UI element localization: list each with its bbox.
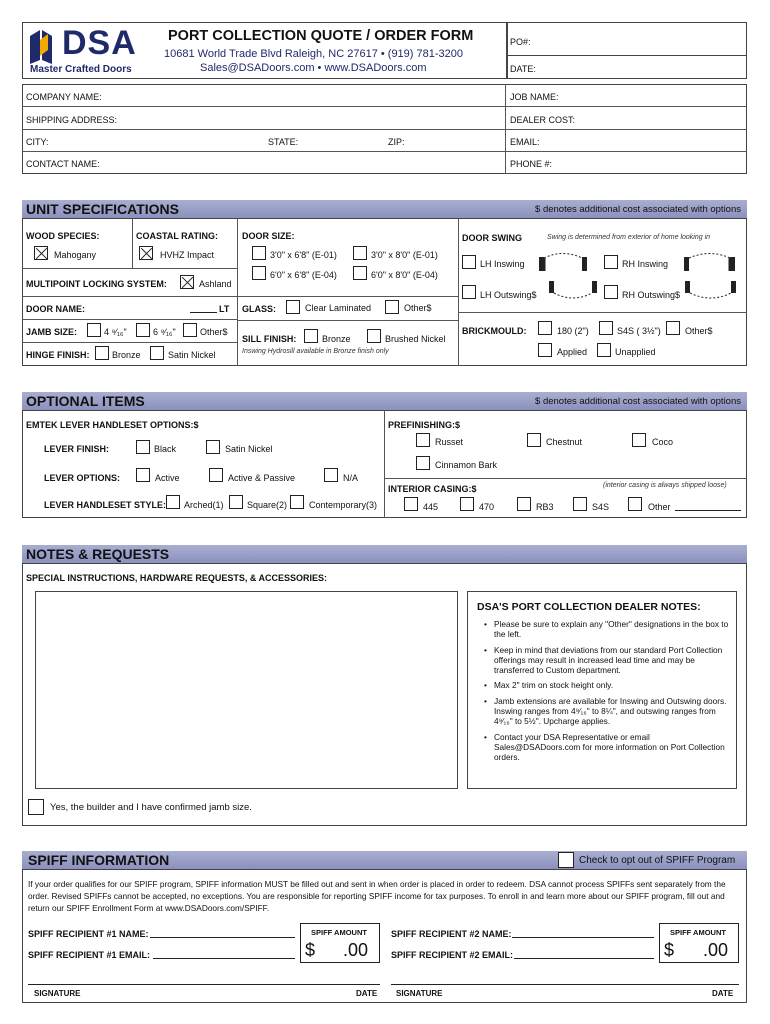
active-label: Active (155, 473, 180, 483)
state-field[interactable]: STATE: (268, 137, 299, 147)
spiff-amount-2-label: SPIFF AMOUNT (670, 928, 726, 937)
section-title: OPTIONAL ITEMS (26, 393, 145, 409)
jamb-6-checkbox[interactable] (136, 323, 150, 337)
r2-email-input[interactable] (514, 949, 654, 959)
special-instructions-textarea[interactable] (35, 591, 458, 789)
dealer-notes-list (484, 619, 729, 768)
casing-rb3-checkbox[interactable] (517, 497, 531, 511)
casing-445-label: 445 (423, 502, 439, 512)
sill-nickel-label: Brushed Nickel (385, 334, 446, 344)
hinge-finish-label: HINGE FINISH: (26, 350, 90, 360)
glass-other-label: Other$ (404, 303, 432, 313)
divider (458, 218, 459, 366)
bm-other-checkbox[interactable] (666, 321, 680, 335)
spiff-amount-1-dollar: $ (305, 940, 316, 960)
date-1-label: DATE (356, 989, 378, 998)
hvhz-checkbox[interactable] (139, 246, 153, 260)
lh-inswing-diagram-icon (537, 251, 589, 271)
zip-field[interactable]: ZIP: (388, 137, 405, 147)
signature-2-line[interactable] (391, 984, 739, 985)
russet-label: Russet (435, 437, 464, 447)
lh-outswing-checkbox[interactable] (462, 285, 476, 299)
rh-outswing-label: RH Outswing$ (622, 290, 681, 300)
door-swing-label: DOOR SWING (462, 233, 522, 243)
lt-label: LT (219, 304, 230, 314)
section-title: SPIFF INFORMATION (28, 852, 170, 868)
company-name-field[interactable]: COMPANY NAME: (26, 92, 102, 102)
dealer-notes-title: DSA'S PORT COLLECTION DEALER NOTES: (477, 601, 701, 613)
section-title: NOTES & REQUESTS (26, 546, 170, 562)
unapplied-label: Unapplied (615, 347, 656, 357)
special-instructions-label: SPECIAL INSTRUCTIONS, HARDWARE REQUESTS, & ACCESSORIES: (26, 573, 328, 583)
divider (132, 218, 133, 268)
door-name-input[interactable] (190, 303, 217, 313)
spiff-optout-label: Check to opt out of SPIFF Program (579, 855, 736, 866)
prefinishing-label: PREFINISHING:$ (388, 420, 461, 430)
unit-specs-bar (22, 200, 747, 218)
multipoint-label: MULTIPOINT LOCKING SYSTEM: (26, 279, 167, 289)
divider (237, 320, 458, 321)
sill-bronze-label: Bronze (322, 334, 351, 344)
divider (22, 106, 747, 107)
lever-satin-label: Satin Nickel (225, 444, 273, 454)
wood-species-label: WOOD SPECIES: (26, 231, 100, 241)
section-title: UNIT SPECIFICATIONS (26, 201, 179, 217)
dealer-note-item: • Keep in mind that deviations from our standard Port Collection offerings may result in increased lead time and may be transferred to Custom department. (484, 645, 729, 676)
handleset-style-label: LEVER HANDLESET STYLE: (44, 500, 167, 510)
coastal-rating-label: COASTAL RATING: (136, 231, 218, 241)
lever-satin-checkbox[interactable] (206, 440, 220, 454)
dealer-note-item: • Contact your DSA Representative or email Sales@DSADoors.com for more information on Port Collection orders. (484, 732, 729, 763)
glass-other-checkbox[interactable] (385, 300, 399, 314)
ashland-checkbox[interactable] (180, 275, 194, 289)
dealer-cost-field[interactable]: DEALER COST: (510, 115, 576, 125)
divider (22, 129, 747, 130)
brand-name: DSA (62, 24, 137, 62)
swing-note: Swing is determined from exterior of home looking in (547, 234, 711, 241)
coco-checkbox[interactable] (632, 433, 646, 447)
jamb-confirm-label: Yes, the builder and I have confirmed jamb size. (50, 802, 252, 813)
spiff-amount-2-cents: .00 (703, 940, 729, 960)
contact-name-field[interactable]: CONTACT NAME: (26, 159, 100, 169)
jamb-other-checkbox[interactable] (183, 323, 197, 337)
chestnut-checkbox[interactable] (527, 433, 541, 447)
date-label: DATE: (510, 64, 536, 74)
glass-clear-label: Clear Laminated (305, 303, 372, 313)
coco-label: Coco (652, 437, 674, 447)
signature-1-line[interactable] (28, 984, 380, 985)
hvhz-label: HVHZ Impact (160, 250, 215, 260)
r2-name-label: SPIFF RECIPIENT #2 NAME: (391, 929, 512, 939)
casing-s4s-checkbox[interactable] (573, 497, 587, 511)
size-2-checkbox[interactable] (353, 246, 367, 260)
divider (384, 410, 385, 518)
rh-inswing-diagram-icon (682, 251, 737, 271)
jamb-size-label: JAMB SIZE: (26, 327, 78, 337)
ashland-label: Ashland (199, 279, 232, 289)
divider (22, 268, 238, 269)
date-field[interactable] (506, 55, 747, 79)
applied-checkbox[interactable] (538, 343, 552, 357)
lh-outswing-diagram-icon (547, 281, 599, 301)
casing-s4s-label: S4S (592, 502, 610, 512)
glass-clear-checkbox[interactable] (286, 300, 300, 314)
bm-other-label: Other$ (685, 326, 713, 336)
spiff-amount-2-dollar: $ (664, 940, 675, 960)
emtek-label: EMTEK LEVER HANDLESET OPTIONS:$ (26, 420, 199, 430)
size-4-label: 6'0" x 8'0" (E-04) (371, 270, 438, 280)
hinge-satin-checkbox[interactable] (150, 346, 164, 360)
cinnamon-checkbox[interactable] (416, 456, 430, 470)
lever-options-label: LEVER OPTIONS: (44, 473, 121, 483)
size-1-label: 3'0" x 6'8" (E-01) (270, 250, 337, 260)
door-size-label: DOOR SIZE: (242, 231, 295, 241)
square-label: Square(2) (247, 500, 288, 510)
dealer-note-item: • Jamb extensions are available for Inswing and Outswing doors. Inswing ranges from 4⁹⁄₁₆" to 8¼", and outswing ranges from 4⁹⁄₁₆" to 5½". Upcharge applies. (484, 696, 729, 727)
size-3-checkbox[interactable] (252, 266, 266, 280)
na-checkbox[interactable] (324, 468, 338, 482)
hinge-satin-label: Satin Nickel (168, 350, 216, 360)
casing-rb3-label: RB3 (536, 502, 554, 512)
sill-nickel-checkbox[interactable] (367, 329, 381, 343)
lh-inswing-label: LH Inswing (480, 259, 525, 269)
contemporary-checkbox[interactable] (290, 495, 304, 509)
divider (237, 218, 238, 366)
active-checkbox[interactable] (136, 468, 150, 482)
size-1-checkbox[interactable] (252, 246, 266, 260)
rh-inswing-label: RH Inswing (622, 259, 669, 269)
jamb-4-label: 4 ⁹⁄₁₆" (104, 327, 127, 337)
city-field[interactable]: CITY: (26, 137, 49, 147)
casing-other-checkbox[interactable] (628, 497, 642, 511)
jamb-6-label: 6 ⁹⁄₁₆" (153, 327, 176, 337)
dealer-note-item: • Max 2" trim on stock height only. (484, 680, 729, 690)
phone-field[interactable]: PHONE #: (510, 159, 553, 169)
lever-black-checkbox[interactable] (136, 440, 150, 454)
company-contact: Sales@DSADoors.com • www.DSADoors.com (200, 62, 427, 74)
unapplied-checkbox[interactable] (597, 343, 611, 357)
cinnamon-label: Cinnamon Bark (435, 460, 498, 470)
shipping-address-field[interactable]: SHIPPING ADDRESS: (26, 115, 118, 125)
hinge-bronze-checkbox[interactable] (95, 346, 109, 360)
spiff-optout-checkbox[interactable] (558, 852, 574, 868)
optional-items-bar (22, 392, 747, 410)
signature-2-label: SIGNATURE (396, 989, 443, 998)
r1-name-label: SPIFF RECIPIENT #1 NAME: (28, 929, 149, 939)
jamb-4-checkbox[interactable] (87, 323, 101, 337)
signature-1-label: SIGNATURE (34, 989, 81, 998)
russet-checkbox[interactable] (416, 433, 430, 447)
casing-other-label: Other (648, 502, 671, 512)
mahogany-checkbox[interactable] (34, 246, 48, 260)
r1-email-label: SPIFF RECIPIENT #1 EMAIL: (28, 950, 151, 960)
casing-label: INTERIOR CASING:$ (388, 484, 477, 494)
hinge-bronze-label: Bronze (112, 350, 141, 360)
jamb-confirm-checkbox[interactable] (28, 799, 44, 815)
size-3-label: 6'0" x 6'8" (E-04) (270, 270, 337, 280)
lever-finish-label: LEVER FINISH: (44, 444, 110, 454)
lh-outswing-label: LH Outswing$ (480, 290, 537, 300)
r1-email-input[interactable] (153, 949, 295, 959)
dealer-note-item: • Please be sure to explain any "Other" designations in the box to the left. (484, 619, 729, 640)
r2-email-label: SPIFF RECIPIENT #2 EMAIL: (391, 950, 514, 960)
company-address: 10681 World Trade Blvd Raleigh, NC 27617 • (919) 781-3200 (164, 48, 463, 60)
sill-finish-label: SILL FINISH: (242, 334, 297, 344)
square-checkbox[interactable] (229, 495, 243, 509)
mahogany-label: Mahogany (54, 250, 97, 260)
section-note: $ denotes additional cost associated with options (535, 396, 741, 407)
divider (22, 151, 747, 152)
jamb-other-label: Other$ (200, 327, 228, 337)
po-label: PO#: (510, 37, 531, 47)
arched-checkbox[interactable] (166, 495, 180, 509)
rh-outswing-diagram-icon (683, 281, 738, 301)
size-4-checkbox[interactable] (353, 266, 367, 280)
applied-label: Applied (557, 347, 588, 357)
brickmould-label: BRICKMOULD: (462, 326, 527, 336)
size-2-label: 3'0" x 8'0" (E-01) (371, 250, 438, 260)
glass-label: GLASS: (242, 304, 277, 314)
form-title: PORT COLLECTION QUOTE / ORDER FORM (168, 28, 474, 44)
bm-s4s-label: S4S ( 3½") (617, 326, 661, 336)
casing-445-checkbox[interactable] (404, 497, 418, 511)
job-name-field[interactable]: JOB NAME: (510, 92, 559, 102)
casing-note: (interior casing is always shipped loose) (603, 482, 727, 489)
bm-180-checkbox[interactable] (538, 321, 552, 335)
r1-name-input[interactable] (150, 928, 295, 938)
contemporary-label: Contemporary(3) (309, 500, 378, 510)
dsa-logo (30, 26, 158, 76)
rh-outswing-checkbox[interactable] (604, 285, 618, 299)
spiff-body: If your order qualifies for our SPIFF program, SPIFF information MUST be filled out and sent in when order is placed in order to redeem. DSA cannot process SPIFFs sent separately from the order. Revised SPIFFs cannot be accepted, no exceptions. You are responsible for reporting SPIFF income for tax purposes. To enroll in and learn more about our SPIFF program, fill out and return our SPIFF Enrollment Form at www.DSADoors.com/SPIFF. (28, 879, 726, 913)
divider (22, 342, 238, 343)
sill-note: Inswing Hydrosill available in Bronze finish only (242, 348, 389, 355)
chestnut-label: Chestnut (546, 437, 583, 447)
logo-mark-icon (30, 30, 60, 64)
bm-s4s-checkbox[interactable] (599, 321, 613, 335)
section-note: $ denotes additional cost associated with options (535, 204, 741, 215)
rh-inswing-checkbox[interactable] (604, 255, 618, 269)
r2-name-input[interactable] (512, 928, 654, 938)
active-passive-checkbox[interactable] (209, 468, 223, 482)
divider (458, 312, 747, 313)
po-field[interactable] (506, 22, 747, 56)
date-2-label: DATE (712, 989, 734, 998)
lever-black-label: Black (154, 444, 177, 454)
lh-inswing-checkbox[interactable] (462, 255, 476, 269)
email-field[interactable]: EMAIL: (510, 137, 540, 147)
brand-tagline: Master Crafted Doors (30, 64, 132, 75)
casing-other-input[interactable] (675, 501, 741, 511)
casing-470-checkbox[interactable] (460, 497, 474, 511)
casing-470-label: 470 (479, 502, 495, 512)
active-passive-label: Active & Passive (228, 473, 296, 483)
spiff-amount-1-cents: .00 (343, 940, 369, 960)
na-label: N/A (343, 473, 359, 483)
sill-bronze-checkbox[interactable] (304, 329, 318, 343)
bm-180-label: 180 (2") (557, 326, 589, 336)
door-name-label: DOOR NAME: (26, 304, 85, 314)
divider (22, 319, 238, 320)
spiff-amount-1-label: SPIFF AMOUNT (311, 928, 367, 937)
arched-label: Arched(1) (184, 500, 224, 510)
divider (237, 296, 458, 297)
divider (22, 296, 238, 297)
notes-bar (22, 545, 747, 563)
divider (384, 478, 747, 479)
